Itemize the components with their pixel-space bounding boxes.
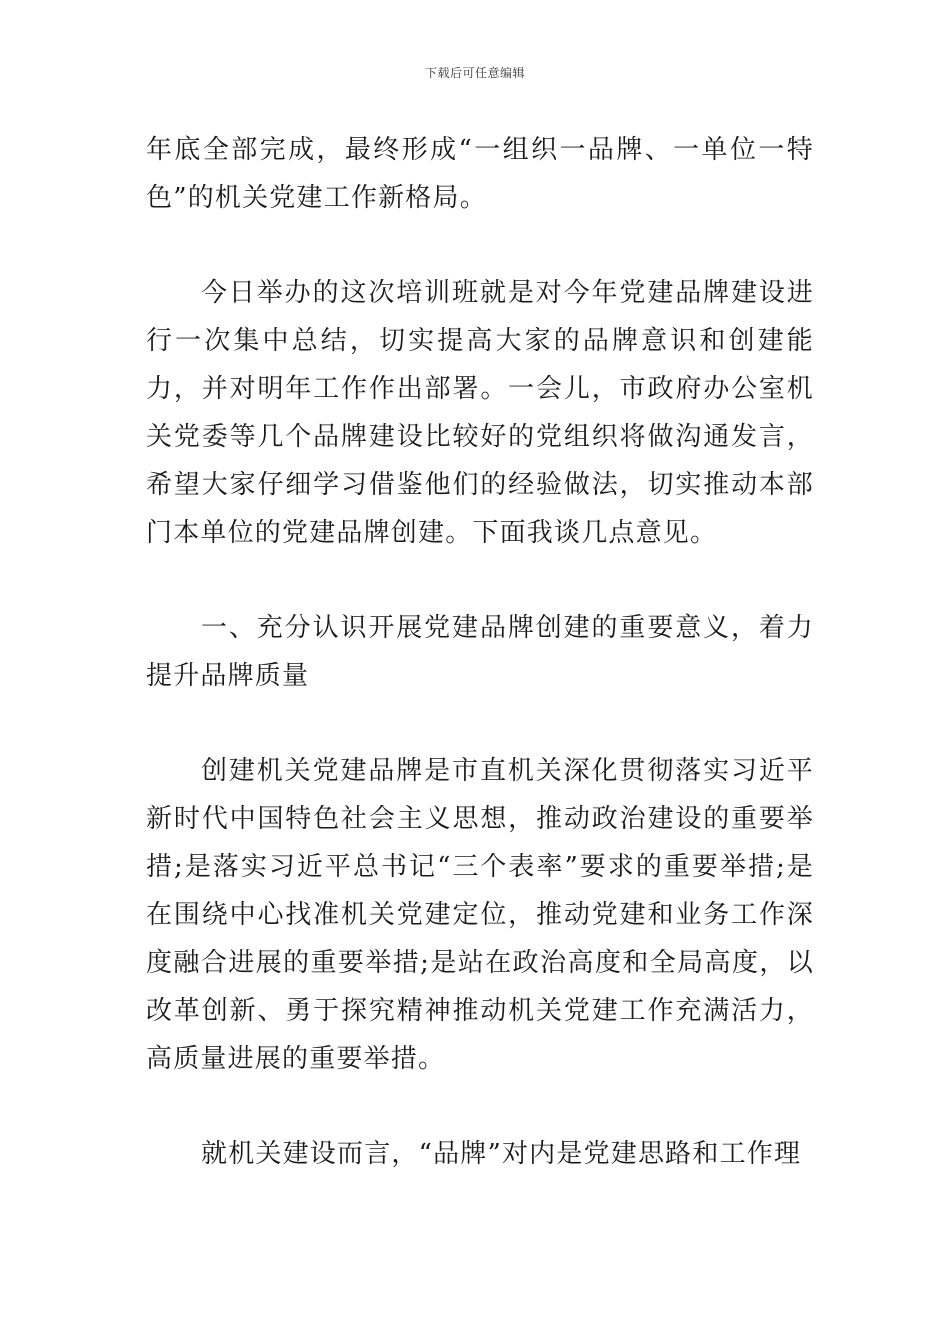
paragraph-brand-significance: 创建机关党建品牌是市直机关深化贯彻落实习近平新时代中国特色社会主义思想，推动政治建设的重要举措;是落实习近平总书记“三个表率”要求的重要举措;是在围绕中心找准机关党建定位，推动党建和业务工作深度融合进展的重要举措;是站在政治高度和全局高度，以改革创新、勇于探究精神推动机关党建工作充满活力，高质量进展的重要举措。 [146, 756, 814, 1074]
paragraph-continuation: 年底全部完成，最终形成“一组织一品牌、一单位一特色”的机关党建工作新格局。 [146, 135, 814, 213]
header-note: 下载后可任意编辑 [424, 66, 525, 80]
paragraph-training-intro: 今日举办的这次培训班就是对今年党建品牌建设进行一次集中总结，切实提高大家的品牌意识和创建能力，并对明年工作作出部署。一会儿，市政府办公室机关党委等几个品牌建设比较好的党组织将做沟通发言，希望大家仔细学习借鉴他们的经验做法，切实推动本部门本单位的党建品牌创建。下面我谈几点意见。 [146, 278, 814, 548]
document-body [146, 126, 814, 1178]
paragraph-brand-definition: 就机关建设而言，“品牌”对内是党建思路和工作理 [201, 1139, 802, 1169]
section-heading-one: 一、充分认识开展党建品牌创建的重要意义，着力提升品牌质量 [146, 613, 814, 691]
